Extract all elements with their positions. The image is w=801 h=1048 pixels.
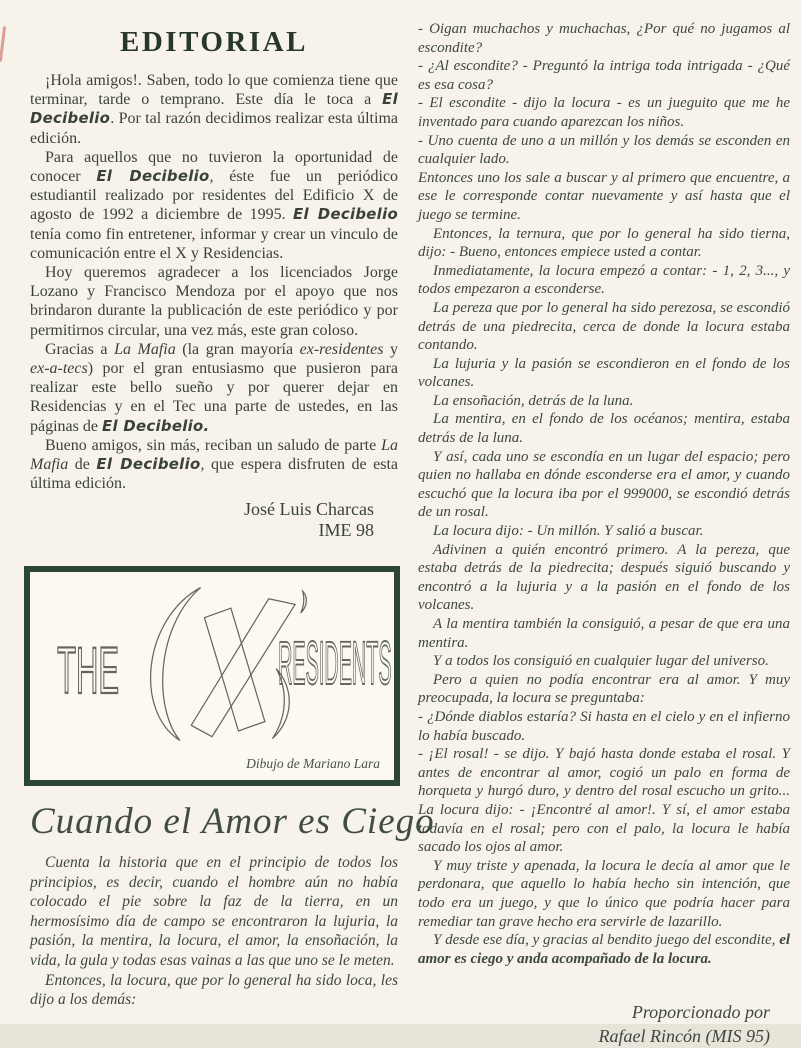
text-run: Entonces, la ternura, que por lo general ha sido tierna, dijo: - Bueno, entonces empiece usted a contar. xyxy=(418,225,790,261)
text-run: Y a todos los consiguió en cualquier lugar del universo. xyxy=(433,653,769,670)
paragraph xyxy=(418,169,790,225)
paragraph xyxy=(418,262,790,299)
paragraph xyxy=(418,615,790,652)
text-run: Y así, cada uno se escondía en un lugar del espacio; pero quien no hallaba en dónde esconderse era el amor, y cuando escuchó que la locura iba por el 999000, se escondió detrás de un rosal. xyxy=(418,448,790,521)
text-run: La lujuria y la pasión se escondieron en el fondo de los volcanes. xyxy=(418,355,790,391)
paragraph xyxy=(30,853,398,971)
text-run: Y muy triste y apenada, la locura le decía al amor que le perdonara, que aquello lo había hecho sin intención, que todo era un juego, y que lo único que podría hacer para remediar tan grave hecho era servirle de lazarillo. xyxy=(418,857,790,930)
text-run: Pero a quien no podía encontrar era al amor. Y muy preocupada, la locura se preguntaba: xyxy=(418,671,790,707)
signature-name: José Luis Charcas xyxy=(244,499,374,520)
text-run: - ¿Al escondite? - Preguntó la intriga toda intrigada - ¿Qué es esa cosa? xyxy=(418,58,790,93)
text-run: El Decibelio xyxy=(96,455,201,474)
paragraph xyxy=(418,857,790,931)
text-run: El Decibelio. xyxy=(101,416,210,435)
text-run: - Uno cuenta de uno a un millón y los demás se esconden en cualquier lado. xyxy=(418,132,790,168)
paragraph xyxy=(418,931,790,968)
paragraph xyxy=(418,745,790,857)
text-run: Para aquellos que no tuvieron la oportunidad de conocer xyxy=(30,148,398,186)
story-left-paragraphs xyxy=(30,853,398,1010)
paragraph xyxy=(418,57,790,94)
text-run: - ¿Dónde diablos estaría? Si hasta en el cielo y en el infierno lo había buscado. xyxy=(418,708,790,744)
paragraph xyxy=(30,971,398,1010)
editorial-paragraphs xyxy=(30,71,398,493)
signature-block xyxy=(30,499,398,541)
story-column xyxy=(418,20,790,1048)
text-run: La ensoñación, detrás de la luna. xyxy=(433,392,634,409)
text-run: Hoy queremos agradecer a los licenciados Jorge Lozano y Francisco Mendoza por el apoyo que nos brindaron durante la publicación de este periódico y por permitirnos circular, una vez más, este gran coloso. xyxy=(30,264,398,339)
paragraph xyxy=(418,541,790,615)
paragraph xyxy=(418,225,790,262)
text-run: . Por tal razón decidimos realizar esta última edición. xyxy=(30,110,398,147)
red-pen-mark xyxy=(0,26,6,62)
text-run: El Decibelio xyxy=(30,90,398,128)
text-run: ex-residentes xyxy=(299,340,384,358)
text-run: Adivinen a quién encontró primero. A la pereza, que estaba detrás de la piedrecita; después siguió buscando y encontró a la lujuria y a la pasión en el fondo de los volcanes. xyxy=(418,541,790,614)
text-run: Entonces, la locura, que por lo general ha sido loca, les dijo a los demás: xyxy=(30,971,398,1009)
text-run: La pereza que por lo general ha sido perezosa, se escondió detrás de una piedrecita, cerca de donde la locura estaba contando. xyxy=(418,299,790,354)
logo-caption: Dibujo de Mariano Lara xyxy=(246,756,380,771)
text-run: tenía como fin entretener, informar y crear un vinculo de comunicación entre el X y Residencias. xyxy=(30,225,398,262)
signature-class: IME 98 xyxy=(318,520,374,541)
paragraph xyxy=(30,148,398,263)
editorial-column xyxy=(30,22,398,541)
text-run: el amor es ciego y anda acompañado de la locura. xyxy=(418,932,791,967)
text-run: de xyxy=(68,456,97,474)
credit-line-1: Proporcionado por xyxy=(631,1002,770,1023)
text-run: Bueno amigos, sin más, reciban un saludo de parte xyxy=(45,436,382,454)
text-run: - El escondite - dijo la locura - es un jueguito que me he inventado para cuando aparezcan los niños. xyxy=(418,95,790,130)
text-run: ex-a-tecs xyxy=(30,360,88,378)
paragraph xyxy=(418,299,790,355)
paragraph xyxy=(418,671,790,708)
the-x-residents-logo-box xyxy=(24,566,400,786)
text-run: Cuenta la historia que en el principio de todos los principios, es decir, cuando el hombre aún no había colocado el pie sobre la faz de la tierra, en un hermosísimo día de campo se encontraron la lujuria, la pasión, la mentira, la locura, el amor, la ensoñación, la vida, la gula y todas esas vainas a las que uno se le meten. xyxy=(30,854,398,969)
logo-word-the: THE xyxy=(57,633,120,708)
text-run: El Decibelio xyxy=(96,167,210,186)
text-run: , que espera disfruten de esta última edición. xyxy=(30,456,399,493)
paragraph xyxy=(30,263,398,340)
text-run: Entonces uno los sale a buscar y al primero que encuentre, a ese le corresponde contar nuevamente y así hasta que el juego se termine. xyxy=(418,169,790,223)
text-run: La mentira, en el fondo de los océanos; mentira, estaba detrás de la luna. xyxy=(418,411,790,447)
editorial-title: EDITORIAL xyxy=(120,26,308,58)
credit-line-2: Rafael Rincón (MIS 95) xyxy=(598,1026,770,1047)
paragraph xyxy=(418,94,790,131)
the-x-residents-logo xyxy=(30,578,394,748)
paragraph xyxy=(418,652,790,671)
paragraph xyxy=(418,410,790,447)
text-run: A la mentira también la consiguió, a pesar de que era una mentira. xyxy=(418,616,790,651)
paragraph xyxy=(418,355,790,392)
text-run: - ¡El rosal! - se dijo. Y bajó hasta donde estaba el rosal. Y antes de encontrar al amor, cogió un palo en forma de horqueta y hurgó duro, y dentro del rosal escucho un grito... La locura dijo: - ¡Encontré al amor!. Y sí, el amor estaba todavía en el rosal; pero con el palo, la locura le había sacado los ojos al amor. xyxy=(418,746,790,856)
text-run: , éste fue un periódico estudiantil realizado por residentes del Edificio X de agosto de 1992 a diciembre de 1995. xyxy=(30,168,398,224)
text-run: El Decibelio xyxy=(293,205,399,224)
text-run: La Mafia xyxy=(114,340,176,358)
paragraph xyxy=(418,708,790,745)
text-run: ) por el gran entusiasmo que pusieron para realizar este bello sueño y por querer dejar en Residencias y en el Tec una parte de ustedes, en las páginas de xyxy=(30,360,398,435)
story-right-paragraphs xyxy=(418,20,790,968)
paragraph xyxy=(418,522,790,541)
logo-apostrophe xyxy=(301,591,307,613)
text-run: La Mafia xyxy=(30,436,398,474)
story-title: Cuando el Amor es Ciego xyxy=(30,801,435,842)
paragraph xyxy=(30,436,398,494)
text-run: ¡Hola amigos!. Saben, todo lo que comienza tiene que terminar, tarde o temprano. Este día le toca a xyxy=(30,72,398,109)
logo-left-paren xyxy=(151,587,201,740)
paragraph xyxy=(30,71,398,148)
paragraph xyxy=(418,448,790,522)
paragraph xyxy=(30,340,398,436)
story-intro-section xyxy=(30,800,435,1010)
text-run: La locura dijo: - Un millón. Y salió a buscar. xyxy=(433,523,704,540)
logo-x-bar-1 xyxy=(204,608,264,731)
text-run: Gracias a xyxy=(45,340,115,358)
paragraph xyxy=(418,392,790,411)
paragraph xyxy=(418,132,790,169)
text-run: Y desde ese día, y gracias al bendito juego del escondite, xyxy=(433,932,780,949)
text-run: - Oigan muchachos y muchachas, ¿Por qué no jugamos al escondite? xyxy=(418,21,790,56)
text-run: (la gran mayoría xyxy=(175,340,300,358)
text-run: y xyxy=(383,340,398,358)
credit-block xyxy=(418,1000,790,1048)
text-run: Inmediatamente, la locura empezó a contar: - 1, 2, 3..., y todos empezaron a esconderse. xyxy=(418,262,790,298)
paragraph xyxy=(418,20,790,57)
logo-word-residents: RESIDENTS xyxy=(278,628,392,698)
